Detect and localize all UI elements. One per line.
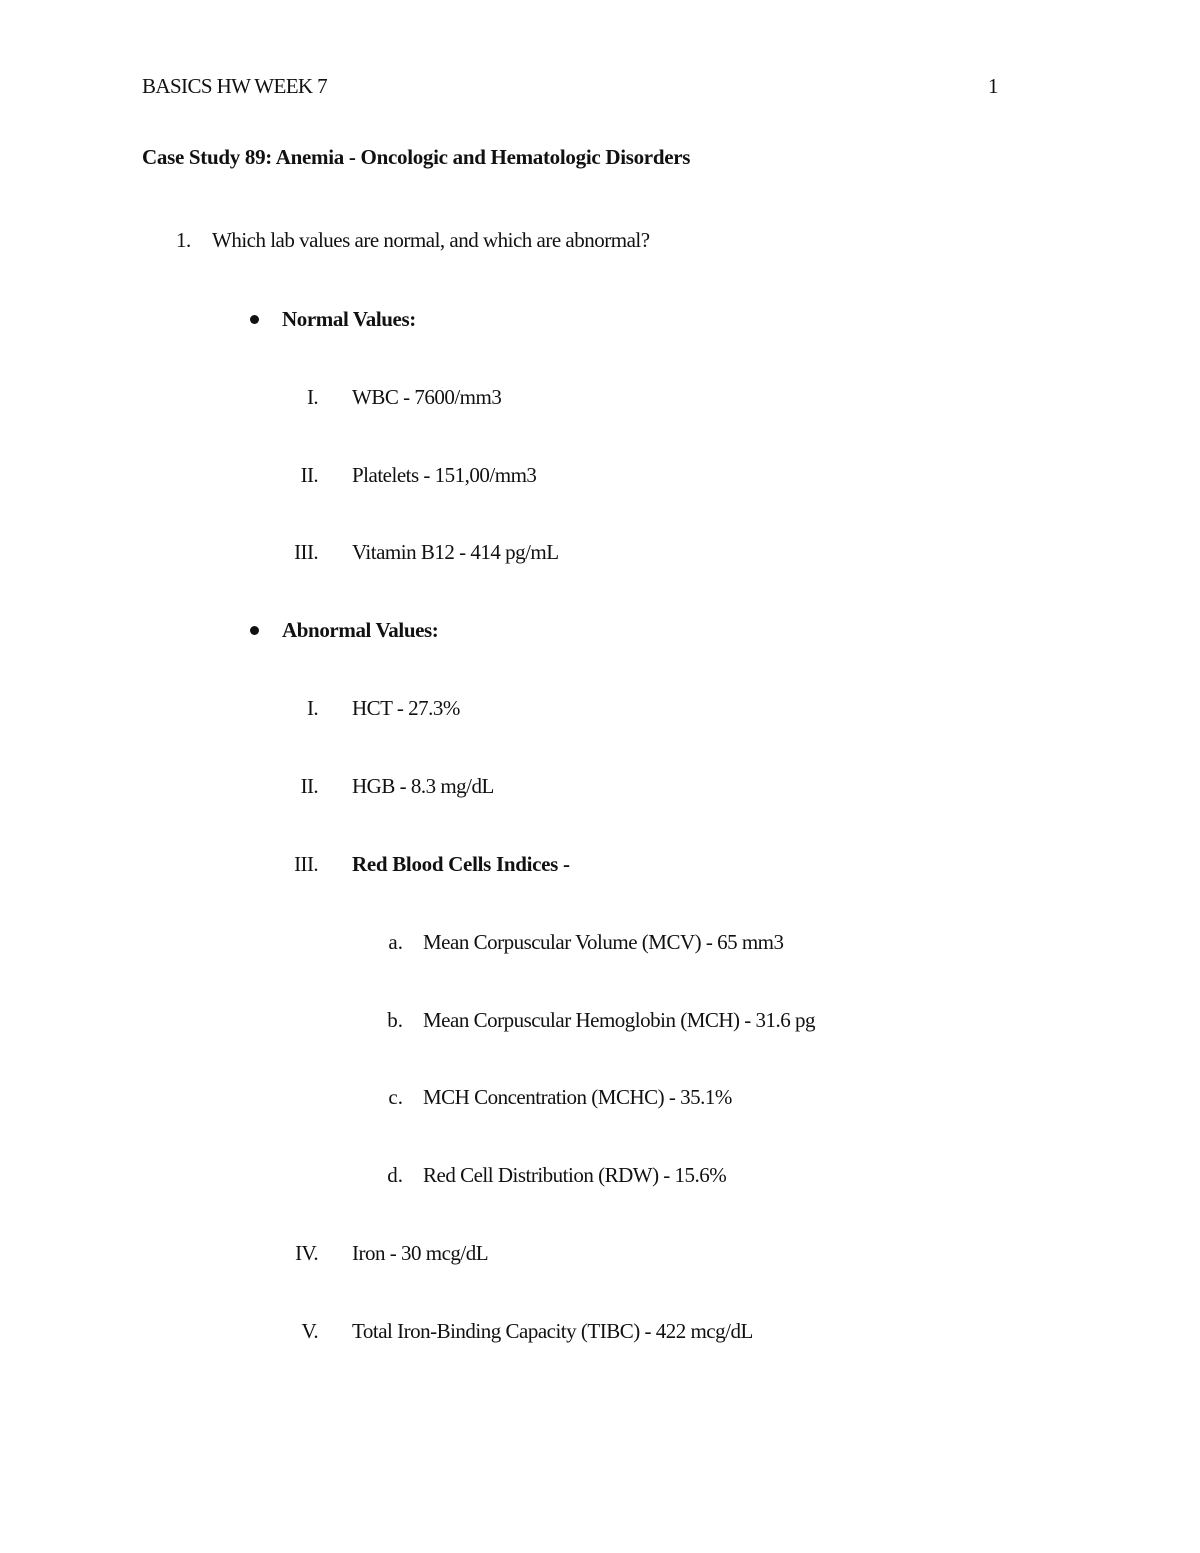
abnormal-value-hct: HCT - 27.3%	[352, 696, 460, 720]
normal-values-heading: Normal Values:	[282, 307, 416, 331]
list-letter: d.	[387, 1163, 403, 1187]
page-title: Case Study 89: Anemia - Oncologic and Hematologic Disorders	[142, 145, 691, 169]
abnormal-value-hgb: HGB - 8.3 mg/dL	[352, 774, 494, 798]
list-numeral: I.	[306, 385, 318, 409]
list-numeral: I.	[306, 696, 318, 720]
list-letter: b.	[387, 1008, 403, 1032]
question-number: 1.	[176, 228, 191, 252]
normal-value-wbc: WBC - 7600/mm3	[352, 385, 502, 409]
abnormal-value-iron: Iron - 30 mcg/dL	[352, 1241, 489, 1265]
page-number: 1	[988, 74, 999, 98]
rbc-index-mchc: MCH Concentration (MCHC) - 35.1%	[423, 1085, 732, 1109]
bullet-icon	[250, 315, 259, 324]
normal-value-b12: Vitamin B12 - 414 pg/mL	[352, 540, 559, 564]
normal-value-platelets: Platelets - 151,00/mm3	[352, 463, 537, 487]
rbc-index-mch: Mean Corpuscular Hemoglobin (MCH) - 31.6 pg	[423, 1008, 816, 1032]
list-numeral: II.	[300, 463, 318, 487]
abnormal-value-tibc: Total Iron-Binding Capacity (TIBC) - 422 mcg/dL	[352, 1319, 753, 1343]
list-numeral: III.	[294, 540, 318, 564]
abnormal-values-heading: Abnormal Values:	[282, 618, 439, 642]
list-numeral: III.	[294, 852, 318, 876]
question-text: Which lab values are normal, and which are abnormal?	[212, 228, 650, 252]
list-numeral: IV.	[295, 1241, 318, 1265]
list-letter: a.	[388, 930, 403, 954]
running-header-title: BASICS HW WEEK 7	[142, 74, 328, 98]
rbc-indices-heading: Red Blood Cells Indices -	[352, 852, 570, 876]
list-letter: c.	[388, 1085, 403, 1109]
list-numeral: II.	[300, 774, 318, 798]
list-numeral: V.	[301, 1319, 318, 1343]
rbc-index-rdw: Red Cell Distribution (RDW) - 15.6%	[423, 1163, 727, 1187]
rbc-index-mcv: Mean Corpuscular Volume (MCV) - 65 mm3	[423, 930, 784, 954]
bullet-icon	[250, 626, 259, 635]
